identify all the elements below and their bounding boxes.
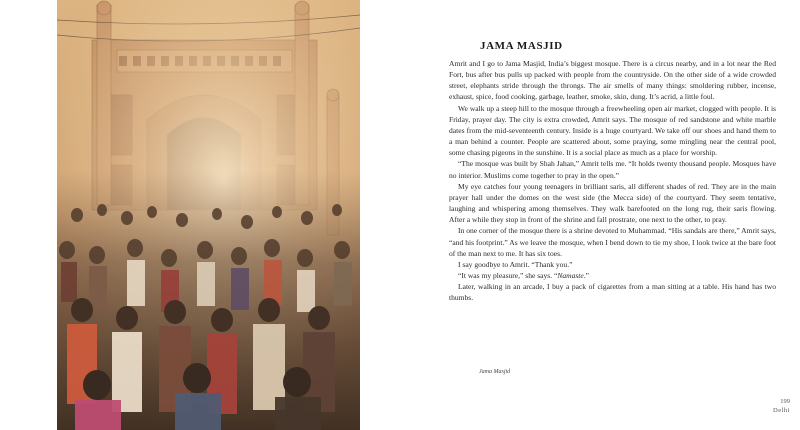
paragraph: In one corner of the mosque there is a shrine devoted to Muhammad. “His sandals are there,” Amrit says, “and his footprint.” As we leave the mosque, when I bend down to tie my shoe, I look twice at the bare foot of the man next to me. It has six toes. [449,226,776,258]
paragraph: “The mosque was built by Shah Jahan,” Amrit tells me. “It holds twenty thousand people. Mosques have no interior. Muslims come together to pray in the open.” [449,159,776,180]
page-number: 199 [780,398,790,405]
photo-caption: Jama Masjid [479,369,511,375]
quote-text: “It was my pleasure,” she says. “ [458,270,558,280]
section-name: Delhi [773,407,790,414]
text-page [420,0,800,430]
paragraph: My eye catches four young teenagers in brilliant saris, all different shades of red. They are in the main prayer hall under the domes on the west side (the Mecca side) of the courtyard. They seem tentative, laughing and whispering among themselves. They walk barefooted on the long rug, their saris flowing. After a while they stop in front of the shrine and fall prostrate, one next to the other, to pray. [449,181,776,225]
paragraph: Amrit and I go to Jama Masjid, India’s biggest mosque. There is a circus nearby, and in a lot near the Red Fort, bus after bus pulls up packed with people from the countryside. On the other side of a wide crowded street, elephants stride through the throngs. The air smells of many things: smoldering rubber, incense, exhaust, spice, food cooking, garbage, leather, smoke, skin, dung. It’s acrid, a little foul. [449,59,776,102]
jama-masjid-photo [57,0,360,430]
namaste-word: Namaste [557,270,584,280]
paragraph: We walk up a steep hill to the mosque through a freewheeling open air market, clogged with people. It is Friday, prayer day. The city is extra crowded, Amrit says. The mosque of red sandstone and white marble dates from the mid-seventeenth century. Inside is a huge courtyard. We take off our shoes and hand them to a man behind a counter. People are scattered about, some praying, some mingling near the central pool, some chasing pigeons in the sunshine. It is a social place as much as a place for worship. [449,103,776,158]
page-folio [773,397,790,415]
article-title: JAMA MASJID [480,40,563,52]
quote-close: .” [583,270,590,280]
paragraph: I say goodbye to Amrit. “Thank you.” [458,259,573,269]
article-body [449,58,776,303]
paragraph [449,270,776,281]
mosque-crowd-illustration [57,0,360,430]
paragraph: Later, walking in an arcade, I buy a pack of cigarettes from a man sitting at a table. His hand has two thumbs. [449,282,776,303]
